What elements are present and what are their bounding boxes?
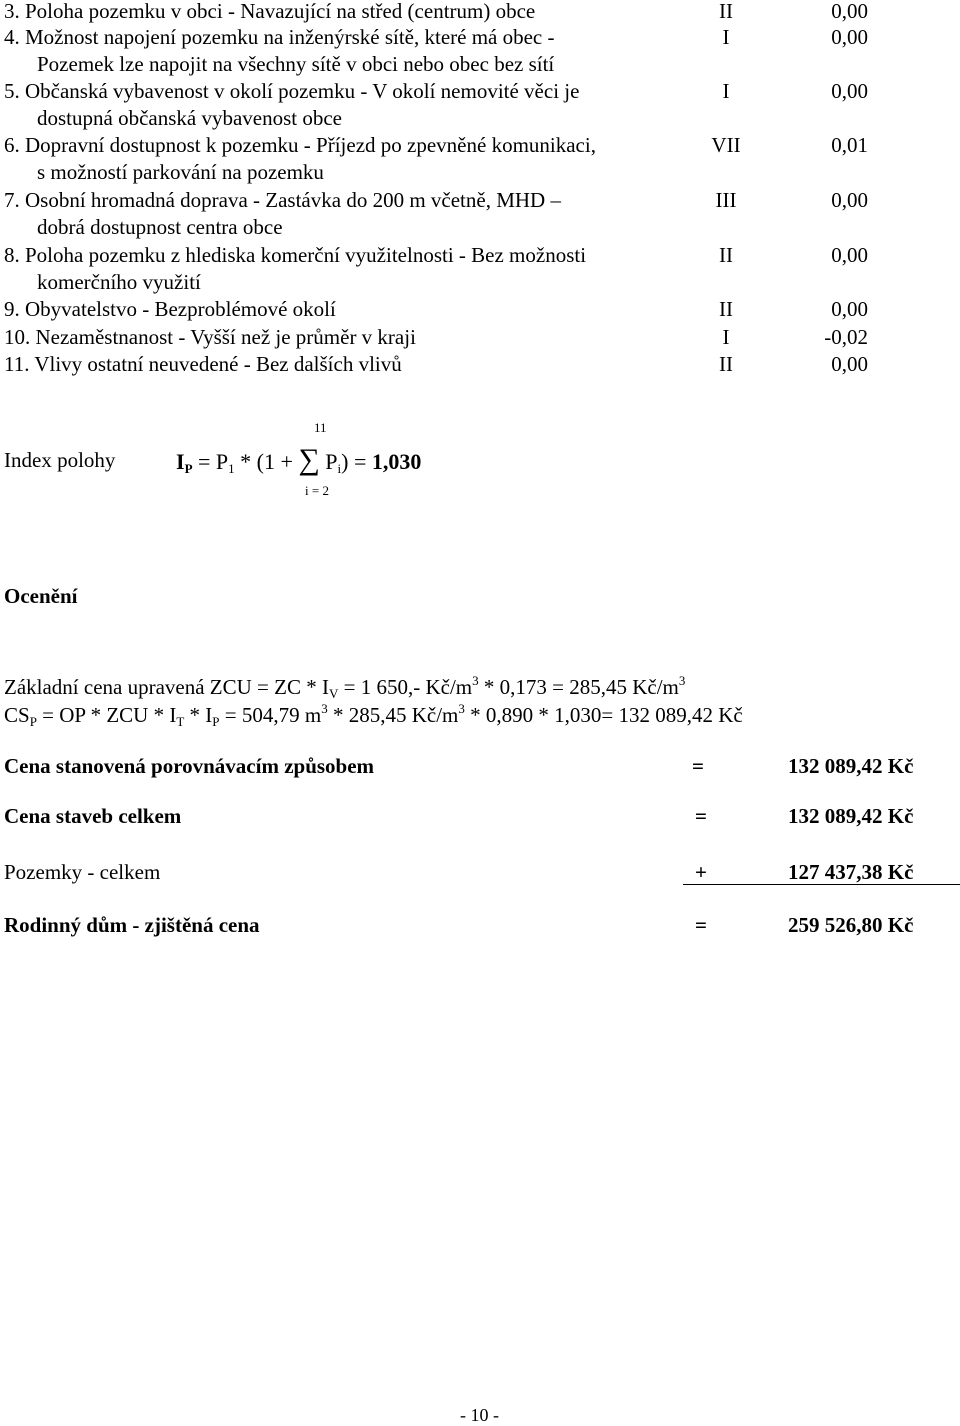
factor-value: 0,01 — [831, 133, 868, 157]
csp-formula — [4, 702, 743, 735]
summary-value: 132 089,42 Kč — [788, 804, 914, 828]
summary-value: 127 437,38 Kč — [788, 860, 914, 884]
sum-upper-limit: 11 — [314, 420, 327, 435]
factor-class: I — [722, 325, 730, 349]
factor-class: I — [722, 25, 730, 49]
index-subscript: P — [184, 461, 193, 476]
factor-text: 9. Obyvatelstvo - Bezproblémové okolí — [4, 297, 336, 321]
index-symbol: I — [176, 449, 185, 474]
factor-text: 5. Občanská vybavenost v okolí pozemku - V okolí nemovité věci je — [4, 79, 580, 103]
page-number: - 10 - — [460, 1405, 499, 1425]
eq-part: * (1 + — [234, 449, 299, 474]
summary-sign: = — [695, 913, 707, 937]
factor-text-cont: dostupná občanská vybavenost obce — [37, 106, 343, 130]
summary-label: Cena stanovená porovnávacím způsobem — [4, 754, 375, 778]
factor-value: -0,02 — [824, 325, 868, 349]
index-label: Index polohy — [4, 448, 116, 472]
factor-class: III — [715, 188, 737, 212]
csp-sub: P — [212, 714, 220, 729]
factor-text-cont: dobrá dostupnost centra obce — [37, 215, 283, 239]
factor-class: VII — [711, 133, 741, 157]
csp-part: CS — [4, 703, 30, 727]
eq-part: = P — [192, 449, 229, 474]
p1-subscript: 1 — [228, 461, 235, 476]
sum-symbol: ∑ — [298, 443, 320, 476]
factor-class: II — [719, 297, 733, 321]
factor-value: 0,00 — [831, 297, 868, 321]
zcu-part: * 0,173 = 285,45 Kč/m — [478, 675, 679, 699]
factor-value: 0,00 — [831, 25, 868, 49]
factor-value: 0,00 — [831, 0, 868, 23]
csp-sup: 3 — [458, 701, 465, 716]
zcu-sup: 3 — [472, 673, 479, 688]
csp-part: = 504,79 m — [219, 703, 322, 727]
factor-text-cont: s možností parkování na pozemku — [37, 160, 324, 184]
factor-text: 6. Dopravní dostupnost k pozemku - Příjezd po zpevněné komunikaci, — [4, 133, 596, 157]
factor-text: 3. Poloha pozemku v obci - Navazující na střed (centrum) obce — [4, 0, 536, 23]
sum-underline — [683, 884, 960, 885]
index-equation — [176, 443, 422, 482]
summary-label: Cena staveb celkem — [4, 804, 182, 828]
factor-text: 4. Možnost napojení pozemku na inženýrské sítě, které má obec - — [4, 25, 555, 49]
summary-label: Pozemky - celkem — [4, 860, 161, 884]
factor-class: I — [722, 79, 730, 103]
summary-value: 259 526,80 Kč — [788, 913, 914, 937]
factor-value: 0,00 — [831, 79, 868, 103]
csp-part: * 285,45 Kč/m — [327, 703, 459, 727]
zcu-sub: V — [328, 686, 339, 701]
summary-sign: + — [695, 860, 707, 884]
factor-value: 0,00 — [831, 188, 868, 212]
factor-class: II — [719, 352, 733, 376]
csp-sup: 3 — [321, 701, 328, 716]
factor-text-cont: Pozemek lze napojit na všechny sítě v obci nebo obec bez sítí — [37, 52, 555, 76]
factor-text: 8. Poloha pozemku z hlediska komerční využitelnosti - Bez možnosti — [4, 243, 587, 267]
index-result: 1,030 — [371, 449, 422, 474]
factor-class: II — [719, 243, 733, 267]
factor-text: 10. Nezaměstnanost - Vyšší než je průměr v kraji — [4, 325, 416, 349]
section-heading-oceneni: Ocenění — [4, 584, 78, 608]
summary-sign: = — [692, 754, 704, 778]
factor-text-cont: komerčního využití — [37, 270, 201, 294]
zcu-part: Základní cena upravená ZCU = ZC * I — [4, 675, 329, 699]
summary-sign: = — [695, 804, 707, 828]
zcu-part: = 1 650,- Kč/m — [338, 675, 473, 699]
eq-part: P — [319, 449, 338, 474]
csp-sub: P — [29, 714, 37, 729]
csp-part: * 0,890 * 1,030= 132 089,42 Kč — [464, 703, 743, 727]
sum-lower-limit: i = 2 — [305, 483, 329, 498]
eq-part: ) = — [341, 449, 372, 474]
summary-value: 132 089,42 Kč — [788, 754, 914, 778]
csp-part: * I — [184, 703, 213, 727]
factor-text: 11. Vlivy ostatní neuvedené - Bez dalších vlivů — [4, 352, 402, 376]
csp-sub: T — [176, 714, 185, 729]
summary-label: Rodinný dům - zjištěná cena — [4, 913, 260, 937]
factor-value: 0,00 — [831, 243, 868, 267]
factor-text: 7. Osobní hromadná doprava - Zastávka do 200 m včetně, MHD – — [4, 188, 561, 212]
zcu-sup: 3 — [678, 673, 686, 688]
factor-value: 0,00 — [831, 352, 868, 376]
factor-class: II — [719, 0, 733, 23]
pi-subscript: i — [337, 461, 342, 476]
csp-part: = OP * ZCU * I — [36, 703, 177, 727]
